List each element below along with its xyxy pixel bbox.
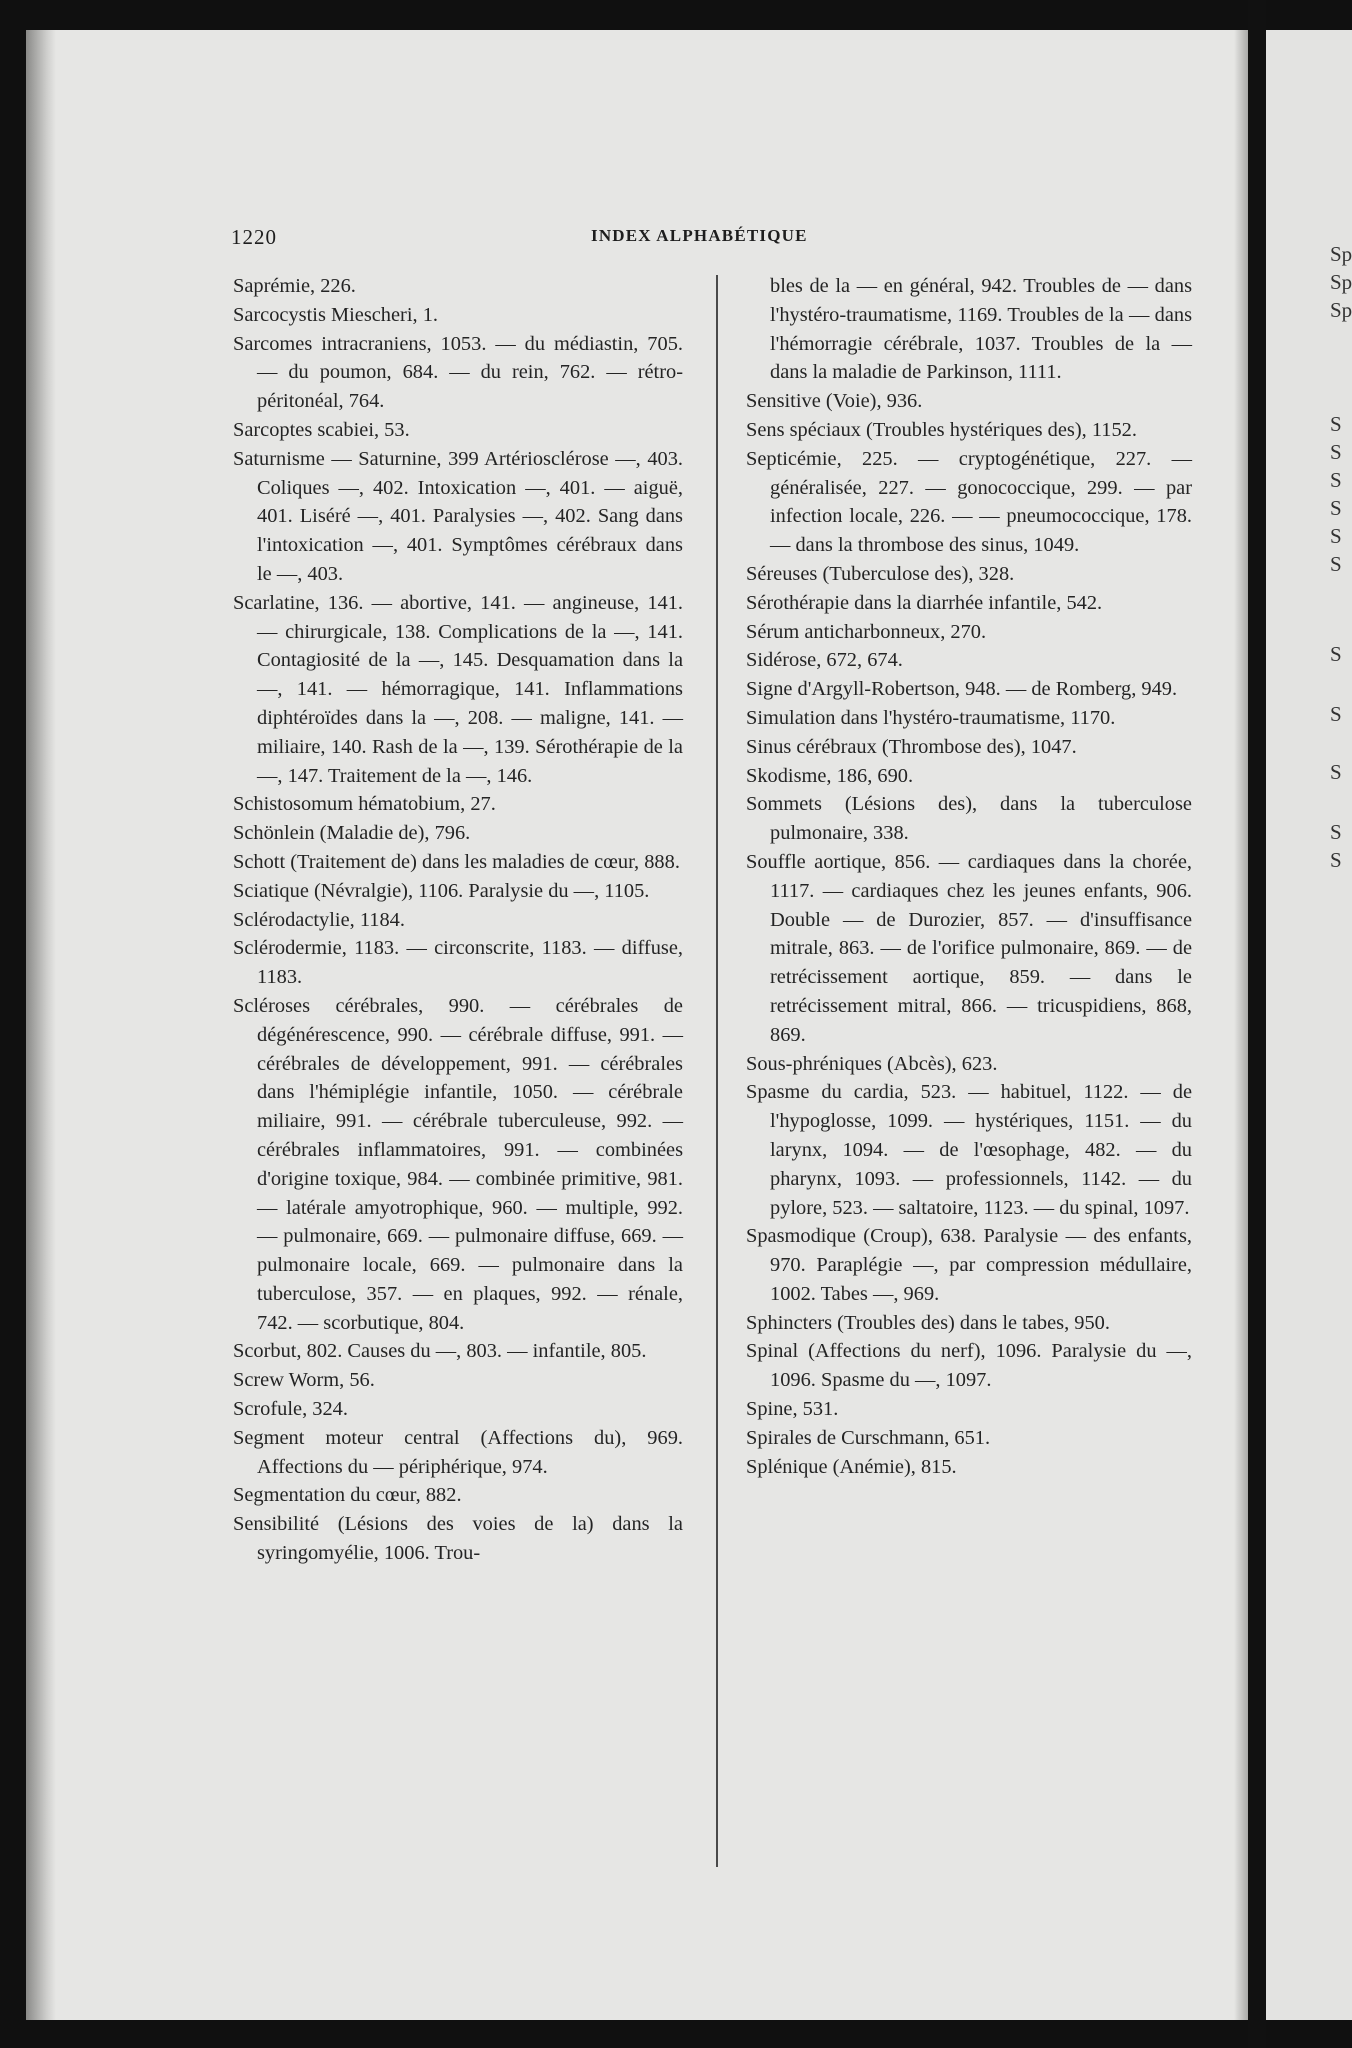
index-entry: Séreuses (Tuberculose des), 328. <box>746 562 1015 585</box>
facing-page-fragment: S <box>1330 524 1342 548</box>
index-entry: Sommets (Lésions des), dans la tuberculose pulmonaire, 338. <box>746 793 1192 845</box>
facing-page-fragment: Sp <box>1330 270 1352 294</box>
index-entry: Sinus cérébraux (Thrombose des), 1047. <box>746 735 1077 758</box>
index-entry: Sens spéciaux (Troubles hystériques des), 1152. <box>746 418 1137 441</box>
index-column-left <box>233 272 683 1568</box>
index-entry: Spasmodique (Croup), 638. Paralysie — des enfants, 970. Paraplégie —, par compression médullaire, 1002. Tabes —, 969. <box>746 1225 1192 1305</box>
index-entry: Segment moteur central (Affections du), 969. Affections du — périphérique, 974. <box>233 1426 683 1478</box>
column-divider <box>716 275 718 1867</box>
index-entry: Spirales de Curschmann, 651. <box>746 1426 991 1449</box>
facing-page-fragment: S <box>1330 468 1342 492</box>
facing-page-fragment: S <box>1330 440 1342 464</box>
index-entry: Sphincters (Troubles des) dans le tabes, 950. <box>746 1311 1110 1334</box>
facing-page-edge <box>1266 30 1352 2020</box>
index-entry: Sensibilité (Lésions des voies de la) dans la syringomyélie, 1006. Trou- <box>233 1513 683 1565</box>
index-entry: Sarcoptes scabiei, 53. <box>233 418 410 441</box>
index-entry: Schott (Traitement de) dans les maladies de cœur, 888. <box>233 850 680 873</box>
index-entry: Sensitive (Voie), 936. <box>746 390 923 413</box>
index-entry: Saturnisme — Saturnine, 399 Artériosclérose —, 403. Coliques —, 402. Intoxication —, 401. — aiguë, 401. Liséré —, 401. Paralysies —, 402. Sang dans l'intoxication —, 401. Symptômes cérébraux dans le —, 403. <box>233 447 683 585</box>
index-entry: Signe d'Argyll-Robertson, 948. — de Romberg, 949. <box>746 678 1178 701</box>
index-entry: Spinal (Affections du nerf), 1096. Paralysie du —, 1096. Spasme du —, 1097. <box>746 1340 1192 1392</box>
index-entry: Sclérodactylie, 1184. <box>233 908 405 931</box>
index-entry: Sous-phréniques (Abcès), 623. <box>746 1052 998 1075</box>
facing-page-fragment: S <box>1330 642 1342 666</box>
facing-page-fragment: S <box>1330 848 1342 872</box>
index-entry: Sérothérapie dans la diarrhée infantile, 542. <box>746 591 1103 614</box>
index-entry: Souffle aortique, 856. — cardiaques dans la chorée, 1117. — cardiaques chez les jeunes enfants, 906. Double — de Durozier, 857. — d'insuffisance mitrale, 863. — de l'orifice pulmonaire, 869. — de retrécissement aortique, 859. — dans le retrécissement mitral, 866. — tricuspidiens, 868, 869. <box>746 850 1192 1046</box>
index-entry: Saprémie, 226. <box>233 275 356 297</box>
index-entry: Scorbut, 802. Causes du —, 803. — infantile, 805. <box>233 1340 647 1363</box>
book-page <box>26 30 1248 2020</box>
index-entry: Sarcomes intracraniens, 1053. — du médiastin, 705. — du poumon, 684. — du rein, 762. — rétro-péritonéal, 764. <box>233 332 683 413</box>
facing-page-fragment: Sp <box>1330 242 1352 266</box>
index-entry: Simulation dans l'hystéro-traumatisme, 1170. <box>746 706 1116 729</box>
facing-page-fragment: Sp <box>1330 298 1352 322</box>
facing-page-fragment: S <box>1330 820 1342 844</box>
facing-page-fragment: S <box>1330 760 1342 784</box>
index-column-right <box>746 272 1192 1481</box>
index-entry: Skodisme, 186, 690. <box>746 764 914 787</box>
index-entry: Sérum anticharbonneux, 270. <box>746 620 987 643</box>
facing-page-fragment: S <box>1330 412 1342 436</box>
index-entry: Sclérodermie, 1183. — circonscrite, 1183. — diffuse, 1183. <box>233 937 683 989</box>
index-entry: Scléroses cérébrales, 990. — cérébrales de dégénérescence, 990. — cérébrale diffuse, 991. — cérébrales de développement, 991. — cérébrales dans l'hémiplégie infantile, 1050. — cérébrale miliaire, 991. — cérébrale tuberculeuse, 992. — cérébrales inflammatoires, 991. — combinées d'origine toxique, 984. — combinée primitive, 981. — latérale amyotrophique, 960. — multiple, 992. — pulmonaire, 669. — pulmonaire diffuse, 669. — pulmonaire locale, 669. — pulmonaire dans la tuberculose, 357. — en plaques, 992. — rénale, 742. — scorbutique, 804. <box>233 994 683 1334</box>
index-entry: Splénique (Anémie), 815. <box>746 1455 957 1478</box>
book-gutter <box>1248 0 1266 2048</box>
index-entry: Sidérose, 672, 674. <box>746 649 903 672</box>
index-entry: Septicémie, 225. — cryptogénétique, 227. — généralisée, 227. — gonococcique, 299. — par infection locale, 226. — — pneumococcique, 178. — dans la thrombose des sinus, 1049. <box>746 447 1192 557</box>
page-number: 1220 <box>231 225 277 249</box>
index-entry: Sciatique (Névralgie), 1106. Paralysie du —, 1105. <box>233 879 650 902</box>
index-entry: Spine, 531. <box>746 1398 839 1421</box>
facing-page-fragment: S <box>1330 702 1342 726</box>
index-entry-continuation: bles de la — en général, 942. Troubles de — dans l'hystéro-traumatisme, 1169. Troubles de la — dans l'hémorragie cérébrale, 1037. Troubles de la — dans la maladie de Parkinson, 1111. <box>770 275 1192 384</box>
facing-page-fragment: S <box>1330 552 1342 576</box>
index-entry: Segmentation du cœur, 882. <box>233 1484 462 1507</box>
index-entry: Screw Worm, 56. <box>233 1369 375 1392</box>
index-entry: Spasme du cardia, 523. — habituel, 1122. — de l'hypoglosse, 1099. — hystériques, 1151. — du larynx, 1094. — de l'œsophage, 482. — du pharynx, 1093. — professionnels, 1142. — du pylore, 523. — saltatoire, 1123. — du spinal, 1097. <box>746 1081 1192 1219</box>
index-entry: Scrofule, 324. <box>233 1398 348 1421</box>
index-entry: Scarlatine, 136. — abortive, 141. — angineuse, 141. — chirurgicale, 138. Complications de la —, 141. Contagiosité de la —, 145. Desquamation dans la —, 141. — hémorragique, 141. Inflammations diphtéroïdes dans la —, 208. — maligne, 141. — miliaire, 140. Rash de la —, 139. Sérothérapie de la —, 147. Traitement de la —, 146. <box>233 591 683 787</box>
index-entry: Sarcocystis Miescheri, 1. <box>233 303 438 326</box>
page-header <box>231 225 856 249</box>
index-entry: Schistosomum hématobium, 27. <box>233 793 496 816</box>
index-entry: Schönlein (Maladie de), 796. <box>233 822 471 845</box>
running-head: INDEX ALPHABÉTIQUE <box>591 226 808 245</box>
facing-page-fragment: S <box>1330 496 1342 520</box>
